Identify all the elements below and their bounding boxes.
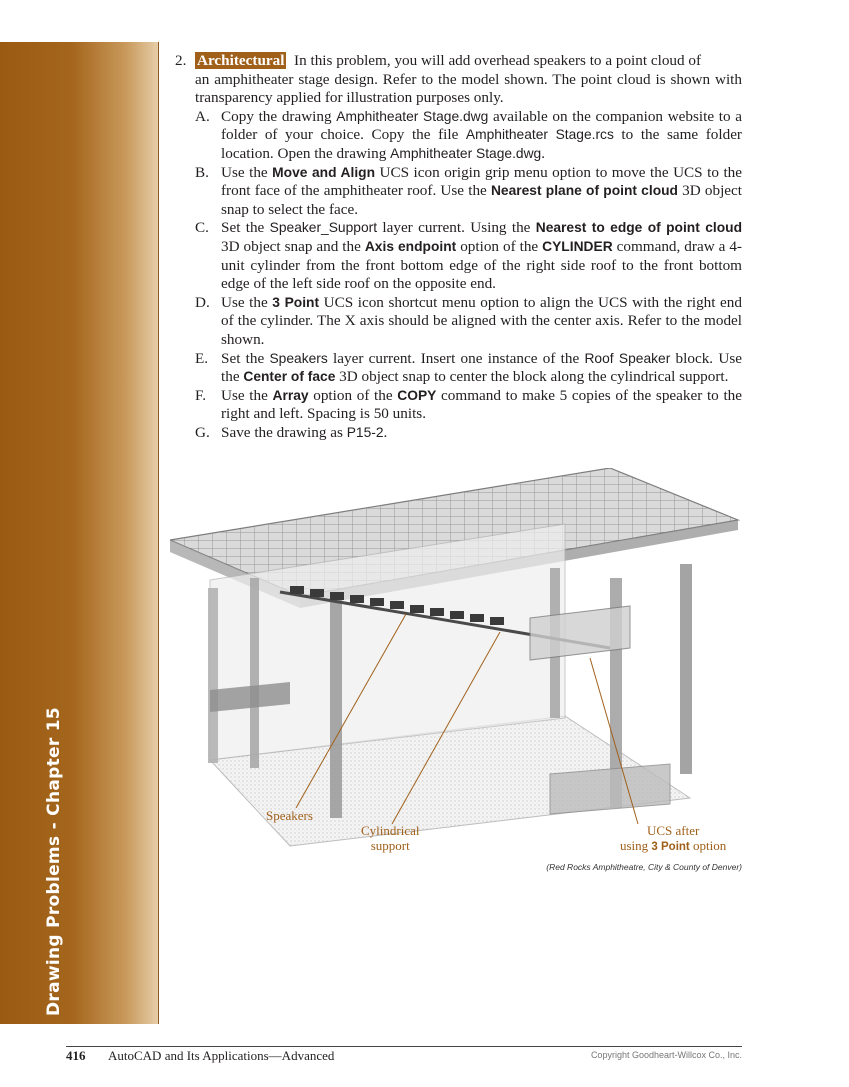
step-f: F. Use the Array option of the COPY command to make 5 copies of the speaker to the right and left. Spacing is 50 units.	[195, 386, 742, 423]
callout-ucs: UCS after using 3 Point option	[620, 823, 727, 853]
step-b: B. Use the Move and Align UCS icon origin grip menu option to move the UCS to the front face of the amphitheater roof. Use the Nearest plane of point cloud 3D object snap to select the face.	[195, 163, 743, 218]
problem-intro: 2. Architectural In this problem, you will add overhead speakers to a point cloud of	[175, 52, 702, 69]
stage-point-cloud-image	[170, 468, 742, 854]
problem-number: 2.	[175, 52, 187, 69]
problem-intro-continued: an amphitheater stage design. Refer to the model shown. The point cloud is shown with transparency applied for illustration purposes only.	[195, 70, 742, 107]
callout-speakers: Speakers	[266, 808, 313, 823]
callout-cylindrical-support: Cylindrical support	[361, 823, 420, 853]
copyright: Copyright Goodheart-Willcox Co., Inc.	[590, 1050, 742, 1060]
chapter-side-tab	[0, 42, 159, 1024]
problem-text	[175, 52, 742, 442]
figure-credit: (Red Rocks Amphitheatre, City & County of Denver)	[546, 862, 742, 872]
side-tab-label: Drawing Problems - Chapter 15	[44, 707, 64, 1016]
footer-divider	[66, 1046, 742, 1047]
book-title: AutoCAD and Its Applications—Advanced	[108, 1048, 335, 1063]
architectural-tag: Architectural	[197, 52, 285, 69]
step-g: G. Save the drawing as P15-2.	[195, 423, 388, 441]
step-a: A. Copy the drawing Amphitheater Stage.dwg available on the companion website to a folder of your choice. Copy the file Amphitheater Stage.rcs to the same folder location. Open the drawing Amphitheater Stage.dwg.	[195, 107, 743, 162]
point-cloud-figure	[170, 468, 742, 854]
page-number: 416	[66, 1048, 86, 1063]
step-e: E. Set the Speakers layer current. Insert one instance of the Roof Speaker block. Use the Center of face 3D object snap to center the block along the cylindrical support.	[195, 349, 742, 386]
step-d: D. Use the 3 Point UCS icon shortcut menu option to align the UCS with the right end of the cylinder. The X axis should be aligned with the center axis. Refer to the model shown.	[195, 293, 742, 348]
step-c: C. Set the Speaker_Support layer current. Using the Nearest to edge of point cloud 3D object snap and the Axis endpoint option of the CYLINDER command, draw a 4-unit cylinder from the front bottom edge of the right side roof to the front bottom edge of the left side roof on the opposite end.	[195, 219, 742, 293]
